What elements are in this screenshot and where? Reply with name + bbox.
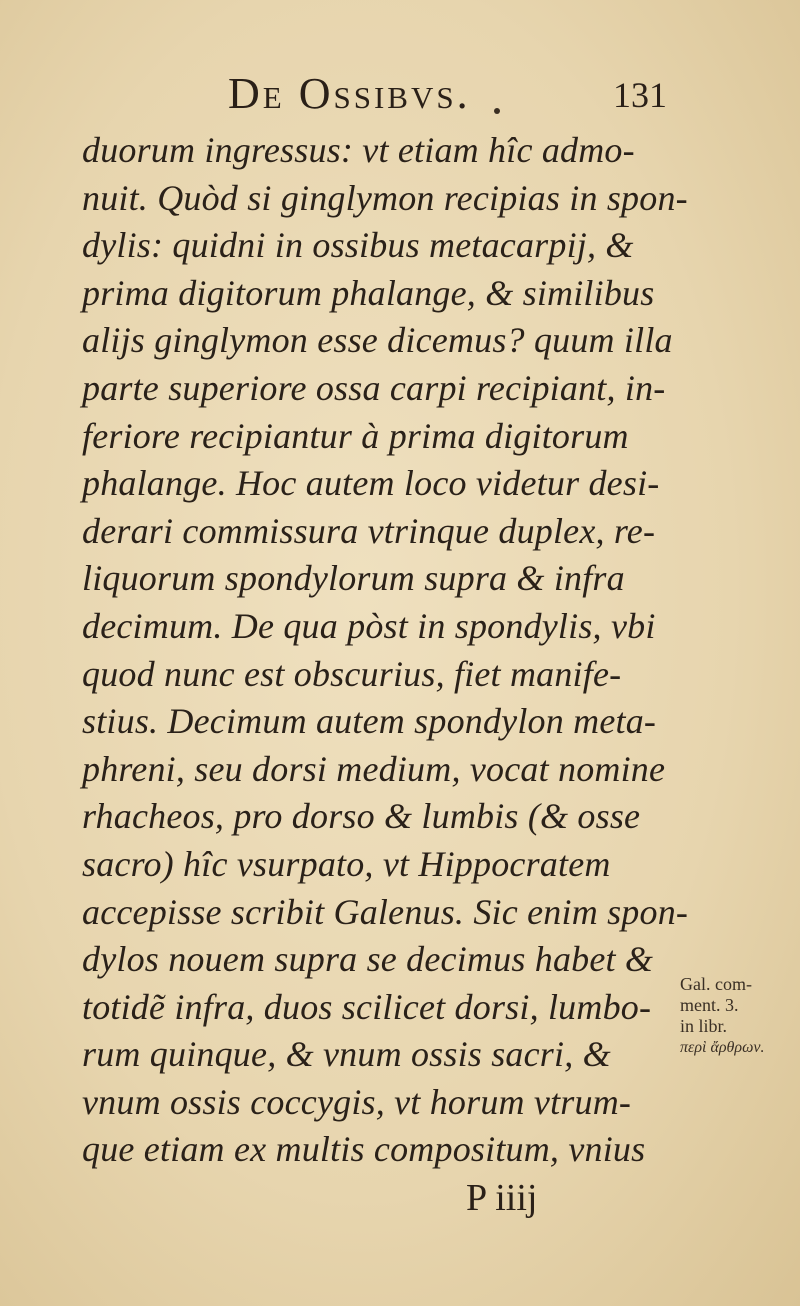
- text-line: sacro) hîc vsurpato, vt Hippocratem: [82, 843, 611, 884]
- text-line: phalange. Hoc autem loco videtur desi-: [82, 463, 660, 504]
- text-line: totidẽ infra, duos scilicet dorsi, lumbo-: [82, 986, 652, 1027]
- text-line: feriore recipiantur à prima digitorum: [82, 415, 629, 456]
- text-line: liquorum spondylorum supra & infra: [82, 558, 625, 599]
- text-line: duorum ingressus: vt etiam hîc admo-: [82, 130, 635, 170]
- marginal-line: ment. 3.: [680, 995, 739, 1015]
- text-line: rhacheos, pro dorso & lumbis (& osse: [82, 796, 641, 837]
- signature-mark: P iiij: [466, 1177, 538, 1219]
- text-line: accepisse scribit Galenus. Sic enim spon-: [82, 891, 689, 932]
- text-line: dylis: quidni in ossibus metacarpij, &: [82, 225, 634, 266]
- text-line: quod nunc est obscurius, fiet manife-: [82, 653, 622, 694]
- text-line: que etiam ex multis compositum, vnius: [82, 1129, 646, 1170]
- marginal-line: Gal. com-: [680, 974, 752, 994]
- text-line: parte superiore ossa carpi recipiant, in-: [82, 367, 666, 408]
- text-line: dylos nouem supra se decimus habet &: [82, 939, 654, 980]
- text-line: phreni, seu dorsi medium, vocat nomine: [82, 748, 666, 789]
- text-line: alijs ginglymon esse dicemus? quum illa: [82, 320, 673, 361]
- page-number: 131: [613, 75, 667, 115]
- body-text: [82, 127, 689, 1174]
- text-line: vnum ossis coccygis, vt horum vtrum-: [82, 1081, 632, 1122]
- marginal-line: in libr.: [680, 1016, 728, 1036]
- marginal-greek: περὶ ἄρθρων.: [680, 1039, 765, 1056]
- text-line: decimum. De qua pòst in spondylis, vbi: [82, 605, 656, 646]
- running-title: De Ossibvs.: [228, 69, 471, 118]
- text-line: nuit. Quòd si ginglymon recipias in spon-: [82, 177, 688, 218]
- text-line: rum quinque, & vnum ossis sacri, &: [82, 1034, 611, 1075]
- ink-dot: [494, 108, 500, 114]
- text-line: stius. Decimum autem spondylon meta-: [82, 701, 657, 742]
- marginal-note: [680, 974, 798, 1058]
- text-line: prima digitorum phalange, & similibus: [82, 272, 655, 313]
- page-header: [0, 68, 800, 128]
- text-line: derari commissura vtrinque duplex, re-: [82, 510, 656, 551]
